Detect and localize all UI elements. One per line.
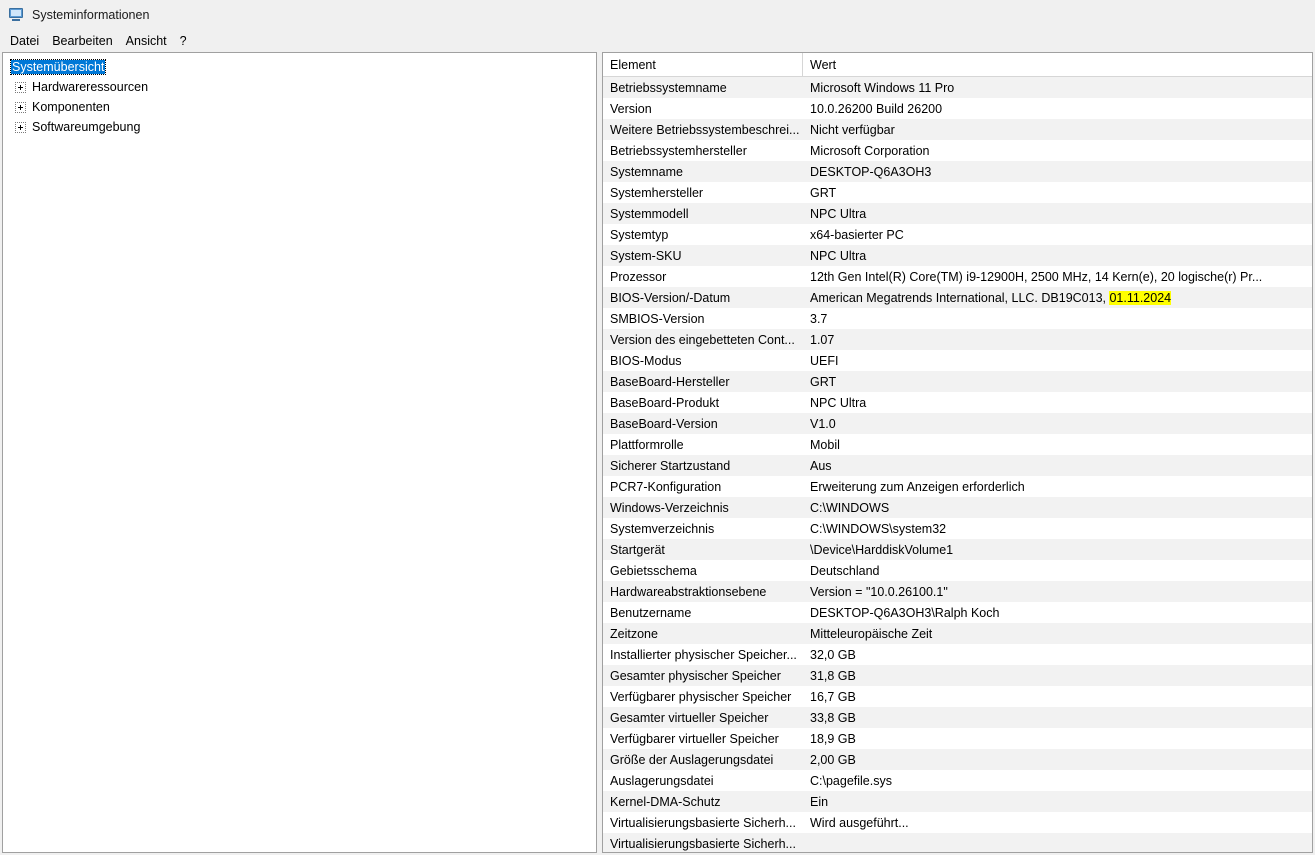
menu-ansicht[interactable]: Ansicht bbox=[125, 34, 167, 48]
cell-element: Weitere Betriebssystembeschrei... bbox=[610, 122, 800, 137]
cell-wert: 1.07 bbox=[810, 332, 835, 347]
cell-wert: NPC Ultra bbox=[810, 206, 867, 221]
window-title: Systeminformationen bbox=[32, 8, 150, 22]
table-row[interactable] bbox=[603, 140, 1312, 161]
cell-element: Systemverzeichnis bbox=[610, 521, 715, 536]
table-row[interactable] bbox=[603, 371, 1312, 392]
cell-wert: Wird ausgeführt... bbox=[810, 815, 909, 830]
cell-wert: x64-basierter PC bbox=[810, 227, 904, 242]
list-header bbox=[603, 53, 1312, 77]
table-row[interactable] bbox=[603, 728, 1312, 749]
tree-item-hardwareressourcen[interactable] bbox=[3, 77, 596, 97]
cell-element: Windows-Verzeichnis bbox=[610, 500, 729, 515]
cell-wert: 31,8 GB bbox=[810, 668, 856, 683]
table-row[interactable] bbox=[603, 182, 1312, 203]
table-row[interactable] bbox=[603, 497, 1312, 518]
table-row[interactable] bbox=[603, 707, 1312, 728]
table-row[interactable] bbox=[603, 602, 1312, 623]
expand-plus-icon[interactable] bbox=[15, 102, 26, 113]
table-row[interactable] bbox=[603, 119, 1312, 140]
cell-wert: GRT bbox=[810, 185, 837, 200]
table-row[interactable] bbox=[603, 203, 1312, 224]
table-row[interactable] bbox=[603, 455, 1312, 476]
cell-element: Virtualisierungsbasierte Sicherh... bbox=[610, 836, 796, 851]
cell-element: Betriebssystemhersteller bbox=[610, 143, 747, 158]
cell-element: Systemmodell bbox=[610, 206, 689, 221]
cell-wert: Microsoft Windows 11 Pro bbox=[810, 80, 955, 95]
cell-element: Gesamter physischer Speicher bbox=[610, 668, 781, 683]
cell-wert: 10.0.26200 Build 26200 bbox=[810, 101, 943, 116]
menu-hilfe[interactable]: ? bbox=[179, 34, 187, 48]
cell-wert: Ein bbox=[810, 794, 829, 809]
cell-element: Hardwareabstraktionsebene bbox=[610, 584, 767, 599]
table-row[interactable] bbox=[603, 77, 1312, 98]
cell-wert: GRT bbox=[810, 374, 837, 389]
cell-wert: Erweiterung zum Anzeigen erforderlich bbox=[810, 479, 1025, 494]
cell-element: Kernel-DMA-Schutz bbox=[610, 794, 721, 809]
cell-element: Verfügbarer physischer Speicher bbox=[610, 689, 792, 704]
cell-wert: V1.0 bbox=[810, 416, 836, 431]
highlighted-value: 01.11.2024 bbox=[1109, 290, 1172, 305]
cell-element: BaseBoard-Hersteller bbox=[610, 374, 730, 389]
tree-item-label: Komponenten bbox=[32, 100, 110, 114]
details-list bbox=[602, 52, 1313, 853]
table-row[interactable] bbox=[603, 833, 1312, 852]
table-row[interactable] bbox=[603, 518, 1312, 539]
tree-item-label: Softwareumgebung bbox=[32, 120, 141, 134]
cell-element: SMBIOS-Version bbox=[610, 311, 705, 326]
cell-element: Benutzername bbox=[610, 605, 692, 620]
expand-plus-icon[interactable] bbox=[15, 82, 26, 93]
tree-item-label: Systemübersicht bbox=[12, 60, 105, 74]
table-row[interactable] bbox=[603, 791, 1312, 812]
cell-wert: 2,00 GB bbox=[810, 752, 856, 767]
title-bar bbox=[0, 0, 1315, 30]
cell-wert: 33,8 GB bbox=[810, 710, 856, 725]
cell-wert: NPC Ultra bbox=[810, 248, 867, 263]
cell-element: Größe der Auslagerungsdatei bbox=[610, 752, 774, 767]
cell-wert: American Megatrends International, LLC. DB19C013, 01.11.2024 bbox=[810, 290, 1172, 305]
table-row[interactable] bbox=[603, 224, 1312, 245]
cell-element: Version bbox=[610, 101, 652, 116]
cell-wert: Microsoft Corporation bbox=[810, 143, 930, 158]
cell-element: Startgerät bbox=[610, 542, 665, 557]
cell-wert: Mobil bbox=[810, 437, 840, 452]
cell-element: PCR7-Konfiguration bbox=[610, 479, 722, 494]
table-row[interactable] bbox=[603, 476, 1312, 497]
table-row[interactable] bbox=[603, 581, 1312, 602]
cell-element: Virtualisierungsbasierte Sicherh... bbox=[610, 815, 796, 830]
table-row[interactable] bbox=[603, 665, 1312, 686]
expand-plus-icon[interactable] bbox=[15, 122, 26, 133]
table-row[interactable] bbox=[603, 266, 1312, 287]
table-row[interactable] bbox=[603, 329, 1312, 350]
cell-wert: DESKTOP-Q6A3OH3 bbox=[810, 164, 932, 179]
cell-wert: 18,9 GB bbox=[810, 731, 856, 746]
cell-wert: UEFI bbox=[810, 353, 839, 368]
cell-element: BaseBoard-Produkt bbox=[610, 395, 720, 410]
cell-element: BaseBoard-Version bbox=[610, 416, 718, 431]
cell-wert: 3.7 bbox=[810, 311, 828, 326]
table-row[interactable] bbox=[603, 161, 1312, 182]
menu-bar bbox=[0, 30, 1315, 52]
cell-element: Gesamter virtueller Speicher bbox=[610, 710, 769, 725]
system-information-icon bbox=[9, 7, 25, 23]
cell-element: System-SKU bbox=[610, 248, 682, 263]
cell-element: Zeitzone bbox=[610, 626, 658, 641]
cell-element: Prozessor bbox=[610, 269, 667, 284]
cell-element: Sicherer Startzustand bbox=[610, 458, 731, 473]
cell-wert: Deutschland bbox=[810, 563, 880, 578]
table-row[interactable] bbox=[603, 560, 1312, 581]
table-row[interactable] bbox=[603, 392, 1312, 413]
table-row[interactable] bbox=[603, 539, 1312, 560]
cell-element: Systemname bbox=[610, 164, 683, 179]
navigation-tree[interactable] bbox=[2, 52, 597, 853]
tree-item-label: Hardwareressourcen bbox=[32, 80, 149, 94]
cell-element: Systemtyp bbox=[610, 227, 669, 242]
cell-wert: 16,7 GB bbox=[810, 689, 856, 704]
cell-element: BIOS-Version/-Datum bbox=[610, 290, 731, 305]
cell-wert: DESKTOP-Q6A3OH3\Ralph Koch bbox=[810, 605, 1000, 620]
cell-wert: 12th Gen Intel(R) Core(TM) i9-12900H, 2500 MHz, 14 Kern(e), 20 logische(r) Pr... bbox=[810, 269, 1263, 284]
table-row[interactable] bbox=[603, 770, 1312, 791]
cell-wert: C:\WINDOWS bbox=[810, 500, 890, 515]
cell-wert: C:\WINDOWS\system32 bbox=[810, 521, 947, 536]
cell-element: Version des eingebetteten Cont... bbox=[610, 332, 795, 347]
cell-element: Betriebssystemname bbox=[610, 80, 727, 95]
table-row[interactable] bbox=[603, 98, 1312, 119]
table-row[interactable] bbox=[603, 644, 1312, 665]
table-row[interactable] bbox=[603, 686, 1312, 707]
tree-item-softwareumgebung[interactable] bbox=[3, 117, 596, 137]
cell-wert: Mitteleuropäische Zeit bbox=[810, 626, 933, 641]
cell-element: BIOS-Modus bbox=[610, 353, 682, 368]
table-row[interactable] bbox=[603, 413, 1312, 434]
main-content bbox=[0, 52, 1315, 855]
cell-wert: 32,0 GB bbox=[810, 647, 856, 662]
tree-item-komponenten[interactable] bbox=[3, 97, 596, 117]
menu-datei[interactable]: Datei bbox=[10, 34, 40, 48]
cell-element: Plattformrolle bbox=[610, 437, 684, 452]
table-row[interactable] bbox=[603, 749, 1312, 770]
table-row[interactable] bbox=[603, 623, 1312, 644]
cell-wert: Nicht verfügbar bbox=[810, 122, 895, 137]
cell-wert: Version = "10.0.26100.1" bbox=[810, 584, 948, 599]
cell-element: Verfügbarer virtueller Speicher bbox=[610, 731, 779, 746]
cell-element: Installierter physischer Speicher... bbox=[610, 647, 797, 662]
cell-wert: \Device\HarddiskVolume1 bbox=[810, 542, 954, 557]
table-row[interactable] bbox=[603, 245, 1312, 266]
list-rows bbox=[603, 77, 1312, 852]
table-row[interactable] bbox=[603, 434, 1312, 455]
cell-wert: NPC Ultra bbox=[810, 395, 867, 410]
menu-bearbeiten[interactable]: Bearbeiten bbox=[52, 34, 113, 48]
cell-wert: Aus bbox=[810, 458, 832, 473]
tree-item-systemuebersicht[interactable] bbox=[3, 57, 596, 77]
table-row[interactable] bbox=[603, 287, 1312, 308]
cell-element: Systemhersteller bbox=[610, 185, 704, 200]
table-row[interactable] bbox=[603, 812, 1312, 833]
table-row[interactable] bbox=[603, 350, 1312, 371]
cell-element: Gebietsschema bbox=[610, 563, 697, 578]
cell-wert: C:\pagefile.sys bbox=[810, 773, 892, 788]
column-header-wert[interactable]: Wert bbox=[803, 53, 1312, 76]
cell-element: Auslagerungsdatei bbox=[610, 773, 714, 788]
column-header-element[interactable]: Element bbox=[603, 53, 803, 76]
table-row[interactable] bbox=[603, 308, 1312, 329]
